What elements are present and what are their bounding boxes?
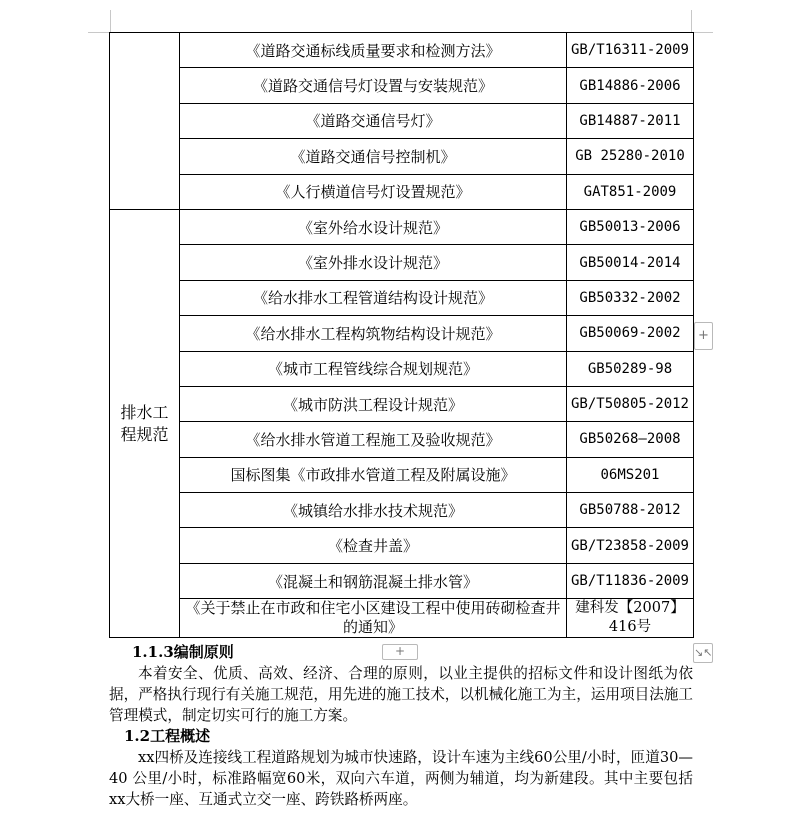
table-cell-name[interactable]: 《给水排水工程构筑物结构设计规范》: [180, 316, 567, 351]
table-cell-name[interactable]: 《道路交通信号灯设置与安装规范》: [180, 68, 567, 103]
table-cell-code[interactable]: GB 25280-2010: [567, 139, 694, 174]
table-row: [110, 316, 694, 351]
table-row: [110, 33, 694, 68]
add-row-button[interactable]: [382, 644, 418, 660]
table-cell-name[interactable]: 《人行横道信号灯设置规范》: [180, 174, 567, 209]
table-resize-handle[interactable]: [693, 643, 713, 663]
table-cell-code[interactable]: GB/T11836-2009: [567, 563, 694, 598]
table-cell-name[interactable]: 《室外排水设计规范》: [180, 245, 567, 280]
table-row: [110, 245, 694, 280]
section-heading-1-2: 1.2工程概述: [124, 727, 211, 745]
table-cell-name[interactable]: 《道路交通标线质量要求和检测方法》: [180, 33, 567, 68]
table-cell-code[interactable]: GB50013-2006: [567, 209, 694, 244]
table-cell-name[interactable]: 《给水排水工程管道结构设计规范》: [180, 280, 567, 315]
standards-table: [109, 32, 694, 638]
section-heading-1-1-3: 1.1.3编制原则: [132, 643, 234, 661]
add-column-button[interactable]: [694, 322, 713, 350]
table-cell-code[interactable]: GB/T16311-2009: [567, 33, 694, 68]
plus-icon: +: [394, 644, 406, 658]
table-cell-name[interactable]: 《城镇给水排水技术规范》: [180, 493, 567, 528]
page-corner-mark: [691, 10, 692, 32]
table-cell-name[interactable]: 《城市工程管线综合规划规范》: [180, 351, 567, 386]
table-cell-code[interactable]: 建科发【2007】416号: [567, 599, 694, 638]
table-cell-code[interactable]: GB50332-2002: [567, 280, 694, 315]
table-cell-name[interactable]: 《城市防洪工程设计规范》: [180, 386, 567, 421]
table-cell-name[interactable]: 《道路交通信号灯》: [180, 103, 567, 138]
section-paragraph-1-2: xx四桥及连接线工程道路规划为城市快速路，设计车速为主线60公里/小时，匝道30—40 公里/小时，标准路幅宽60米，双向六车道，两侧为辅道，均为新建段。其中主要包括xx大桥一座、互通式立交一座、跨铁路桥两座。: [109, 749, 693, 808]
table-cell-code[interactable]: GB50069-2002: [567, 316, 694, 351]
table-cell-code[interactable]: 06MS201: [567, 457, 694, 492]
table-row: [110, 139, 694, 174]
table-cell-name[interactable]: 《混凝土和钢筋混凝土排水管》: [180, 563, 567, 598]
table-cell-code[interactable]: GB14887-2011: [567, 103, 694, 138]
table-row: [110, 103, 694, 138]
table-cell-code[interactable]: GB50014-2014: [567, 245, 694, 280]
table-row: [110, 351, 694, 386]
plus-icon: +: [698, 328, 709, 343]
table-row: [110, 457, 694, 492]
page-corner-mark: [88, 32, 110, 33]
table-row: [110, 386, 694, 421]
table-cell-code[interactable]: GB50788-2012: [567, 493, 694, 528]
table-row: [110, 280, 694, 315]
table-row: [110, 209, 694, 244]
table-cell-code[interactable]: GB50268—2008: [567, 422, 694, 457]
table-cell-name[interactable]: 《给水排水管道工程施工及验收规范》: [180, 422, 567, 457]
category-label: 排水工程规范: [120, 402, 169, 444]
table-cell-name[interactable]: 《关于禁止在市政和住宅小区建设工程中使用砖砌检查井的通知》: [180, 599, 567, 638]
section-paragraph-1-1-3: 本着安全、优质、高效、经济、合理的原则，以业主提供的招标文件和设计图纸为依据，严格执行现行有关施工规范，用先进的施工技术，以机械化施工为主，运用项目法施工管理模式，制定切实可行的施工方案。: [109, 665, 693, 724]
page-corner-mark: [110, 10, 111, 32]
table-cell-name[interactable]: 《检查井盖》: [180, 528, 567, 563]
table-cell-name[interactable]: 《室外给水设计规范》: [180, 209, 567, 244]
page-corner-mark: [691, 32, 713, 33]
table-row: [110, 68, 694, 103]
table-cell-code[interactable]: GB/T50805-2012: [567, 386, 694, 421]
resize-icon: ↘↖: [694, 646, 713, 659]
table-cell-code[interactable]: GB14886-2006: [567, 68, 694, 103]
table-row: [110, 493, 694, 528]
table-cell-code[interactable]: GB50289-98: [567, 351, 694, 386]
table-row: [110, 422, 694, 457]
table-cell-category[interactable]: [110, 209, 180, 637]
table-row: [110, 563, 694, 598]
table-cell-name[interactable]: 国标图集《市政排水管道工程及附属设施》: [180, 457, 567, 492]
table-cell-code[interactable]: GB/T23858-2009: [567, 528, 694, 563]
table-cell-code[interactable]: GAT851-2009: [567, 174, 694, 209]
table-cell-category-empty[interactable]: [110, 33, 180, 210]
table-row: [110, 528, 694, 563]
table-cell-name[interactable]: 《道路交通信号控制机》: [180, 139, 567, 174]
table-row: [110, 599, 694, 638]
table-row: [110, 174, 694, 209]
